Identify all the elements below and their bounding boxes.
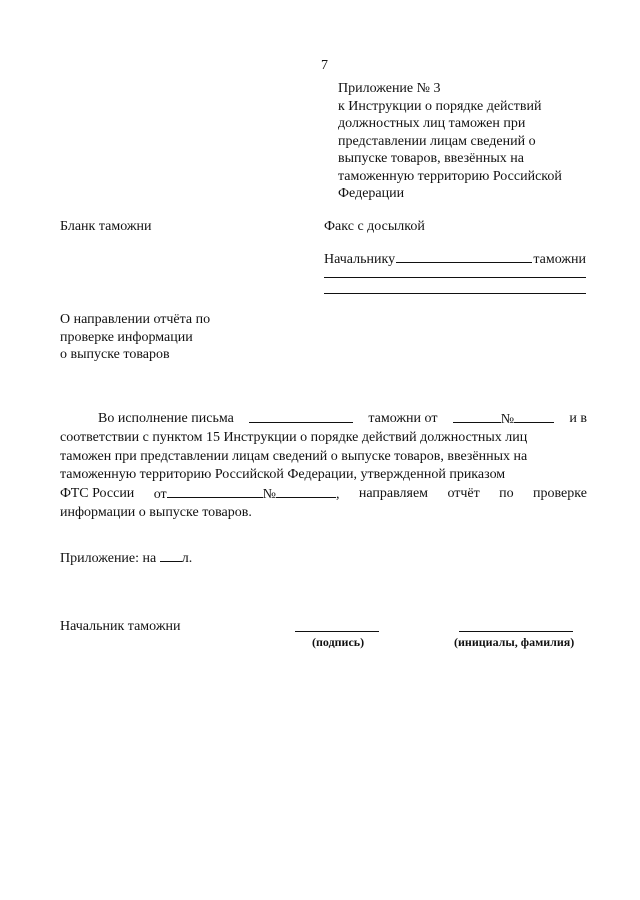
- body-text: соответствии с пунктом 15 Инструкции о порядке действий должностных лиц: [60, 430, 528, 446]
- subject-block: [60, 311, 210, 364]
- order-date-blank[interactable]: [167, 485, 263, 498]
- appendix-line: представлении лицам сведений о: [338, 133, 536, 149]
- body-text: и в: [569, 411, 587, 426]
- attachment-prefix: Приложение: на: [60, 551, 157, 566]
- body-text: таможен при представлении лицам сведений о выпуске товаров, ввезённых на: [60, 448, 528, 464]
- body-text: Во исполнение письма: [98, 411, 234, 426]
- signature-line[interactable]: [295, 631, 379, 632]
- appendix-line: таможенную территорию Российской: [338, 168, 562, 184]
- body-text: ,: [336, 486, 340, 502]
- body-line: [60, 410, 587, 429]
- number-blank[interactable]: [514, 410, 554, 423]
- subject-line: проверке информации: [60, 329, 193, 345]
- body-line: [60, 448, 587, 466]
- attachment-suffix: л.: [181, 551, 193, 566]
- body-text: проверке: [533, 485, 587, 501]
- body-text: отчёт: [447, 485, 480, 501]
- addressee-blank[interactable]: [396, 250, 532, 263]
- body-text: ФТС России: [60, 485, 135, 501]
- appendix-line: должностных лиц таможен при: [338, 116, 526, 131]
- name-caption: (инициалы, фамилия): [454, 635, 575, 649]
- body-text: таможенную территорию Российской Федерации, утвержденной приказом: [60, 467, 506, 483]
- letter-ref-blank[interactable]: [249, 410, 353, 423]
- appendix-header: [338, 80, 598, 203]
- subject-line: О направлении отчёта по: [60, 312, 211, 327]
- body-line: [60, 429, 587, 447]
- body-text: направляем: [358, 485, 429, 501]
- fax-label: Факс с досылкой: [324, 219, 425, 234]
- body-text: от: [153, 486, 167, 502]
- page-number: 7: [321, 58, 328, 73]
- body-line: [60, 504, 587, 522]
- body-text: информации о выпуске товаров.: [60, 505, 252, 521]
- addressee-prefix: Начальнику: [324, 252, 396, 267]
- appendix-line: Федерации: [338, 186, 405, 201]
- body-text: таможни от: [368, 411, 438, 426]
- body-line: [60, 466, 587, 484]
- address-blank-line[interactable]: [324, 293, 586, 294]
- date-blank[interactable]: [453, 410, 501, 423]
- appendix-line: к Инструкции о порядке действий: [338, 98, 542, 114]
- sheet-count-blank[interactable]: [160, 549, 182, 562]
- number-sign: №: [500, 412, 515, 427]
- signature-caption: (подпись): [312, 635, 365, 649]
- appendix-line: Приложение № 3: [338, 81, 441, 96]
- body-text: по: [499, 485, 514, 501]
- addressee-line: [324, 250, 586, 269]
- attachment-line: [60, 549, 192, 568]
- appendix-line: выпуске товаров, ввезённых на: [338, 151, 524, 166]
- addressee-suffix: таможни: [533, 252, 586, 267]
- signatory-title: Начальник таможни: [60, 619, 181, 634]
- customs-letterhead-label: Бланк таможни: [60, 219, 152, 234]
- name-line[interactable]: [459, 631, 573, 632]
- address-blank-line[interactable]: [324, 277, 586, 278]
- letter-body: [60, 410, 587, 522]
- order-number-blank[interactable]: [276, 485, 336, 498]
- number-sign: №: [262, 486, 276, 502]
- body-line: [60, 485, 587, 504]
- subject-line: о выпуске товаров: [60, 347, 170, 362]
